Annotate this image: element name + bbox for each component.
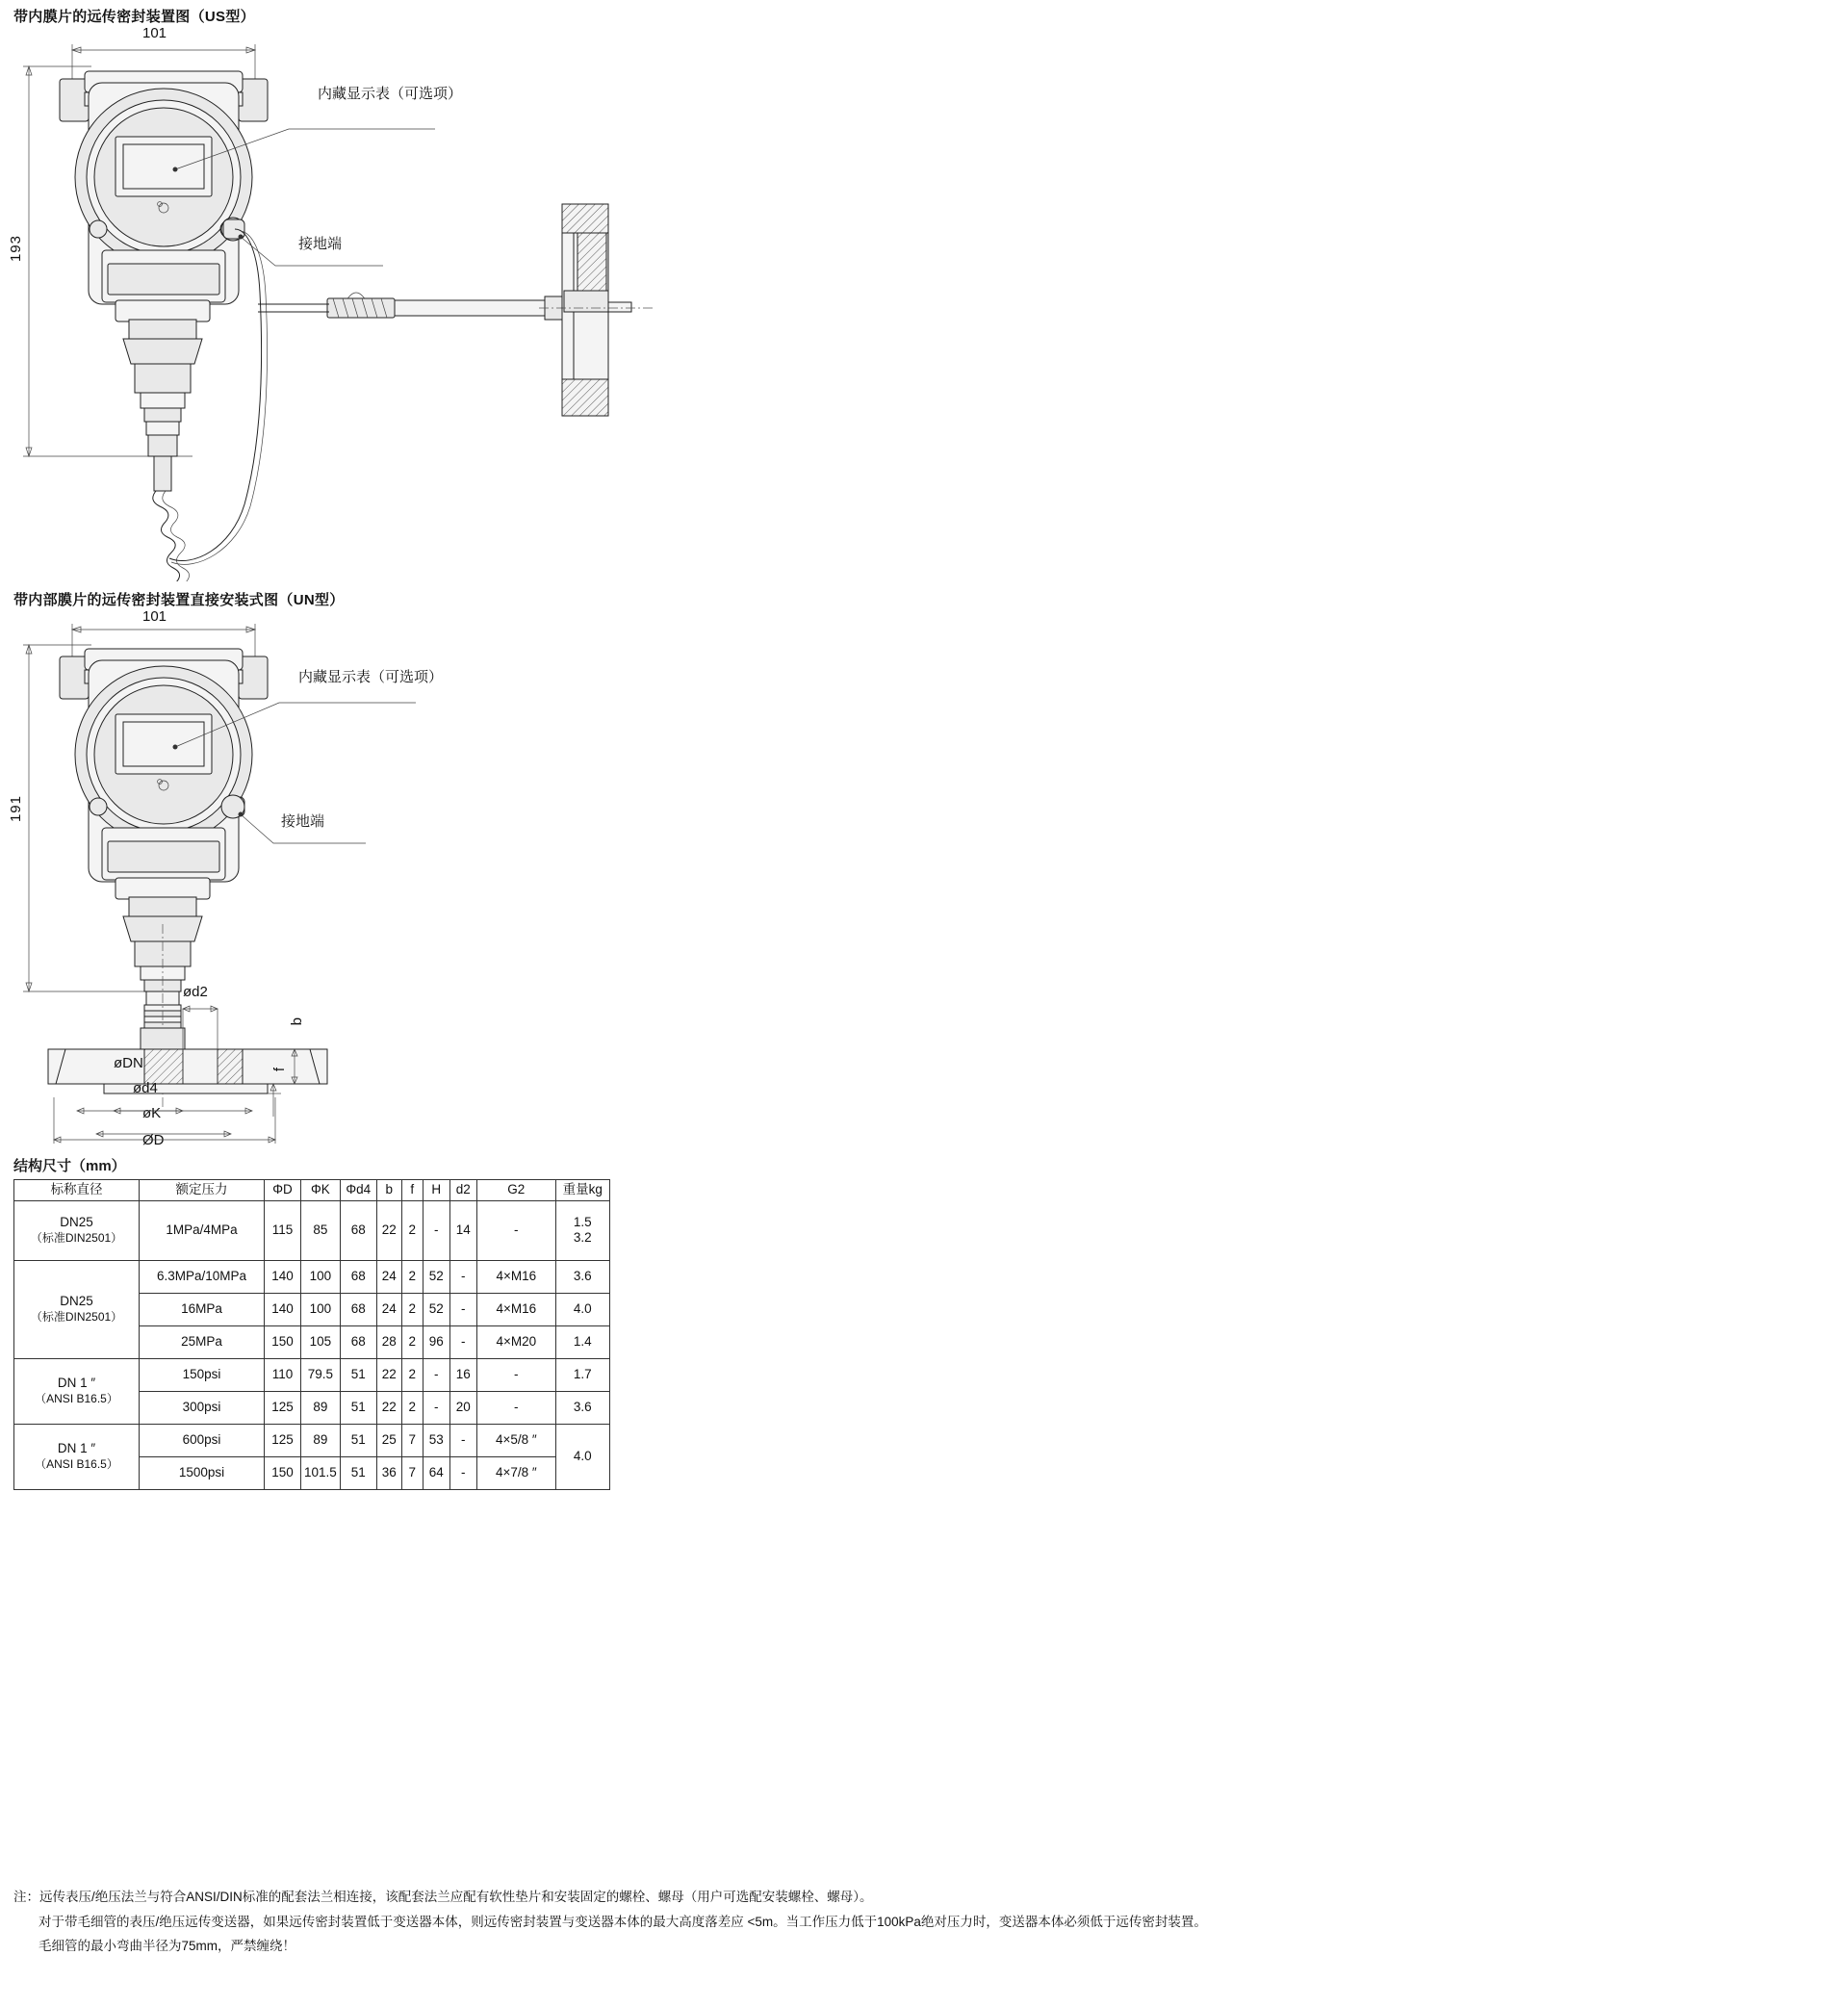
cell-f: 2 bbox=[401, 1358, 423, 1391]
cell-d2: 16 bbox=[449, 1358, 476, 1391]
cell-h: 96 bbox=[423, 1325, 449, 1358]
cell-g2: 4×7/8 ″ bbox=[476, 1456, 555, 1489]
cell-f: 7 bbox=[401, 1456, 423, 1489]
th-g2: G2 bbox=[476, 1180, 555, 1201]
cell-phi-k: 100 bbox=[301, 1293, 341, 1325]
cell-g2: 4×M16 bbox=[476, 1293, 555, 1325]
th-phi-d4: Φd4 bbox=[340, 1180, 376, 1201]
cell-pressure: 6.3MPa/10MPa bbox=[140, 1260, 265, 1293]
cell-phi-d: 110 bbox=[265, 1358, 301, 1391]
cell-f: 2 bbox=[401, 1325, 423, 1358]
cell-b: 22 bbox=[376, 1358, 401, 1391]
cell-phi-k: 79.5 bbox=[301, 1358, 341, 1391]
cell-weight bbox=[555, 1200, 609, 1260]
drawing-us-type bbox=[0, 23, 1299, 581]
cell-h: 52 bbox=[423, 1260, 449, 1293]
cell-f: 7 bbox=[401, 1424, 423, 1456]
cell-d2: 20 bbox=[449, 1391, 476, 1424]
cell-nominal-diameter bbox=[14, 1200, 140, 1260]
dn-main: DN25 bbox=[60, 1215, 93, 1230]
label-od4: ød4 bbox=[133, 1080, 158, 1096]
dim-width-101-us: 101 bbox=[142, 25, 167, 41]
cell-b: 24 bbox=[376, 1260, 401, 1293]
cell-f: 2 bbox=[401, 1200, 423, 1260]
cell-phi-d: 115 bbox=[265, 1200, 301, 1260]
cell-pressure: 150psi bbox=[140, 1358, 265, 1391]
cell-phi-d4: 51 bbox=[340, 1358, 376, 1391]
callout-ground-terminal-us: 接地端 bbox=[298, 236, 343, 252]
cell-phi-d4: 51 bbox=[340, 1391, 376, 1424]
cell-phi-k: 100 bbox=[301, 1260, 341, 1293]
th-f: f bbox=[401, 1180, 423, 1201]
cell-d2: - bbox=[449, 1260, 476, 1293]
th-rated-pressure: 额定压力 bbox=[140, 1180, 265, 1201]
note-1: 注：远传表压/绝压法兰与符合ANSI/DIN标准的配套法兰相连接，该配套法兰应配有软性垫片和安装固定的螺栓、螺母（用户可选配安装螺栓、螺母）。 bbox=[13, 1890, 873, 1904]
label-f: f bbox=[271, 1067, 288, 1072]
cell-weight: 1.4 bbox=[555, 1325, 609, 1358]
cell-h: - bbox=[423, 1200, 449, 1260]
capillary-spiral bbox=[153, 491, 190, 581]
cell-phi-d4: 68 bbox=[340, 1200, 376, 1260]
transmitter-housing-un bbox=[60, 649, 268, 1028]
dn-sub: （标准DIN2501） bbox=[30, 1231, 123, 1246]
cell-d2: - bbox=[449, 1325, 476, 1358]
notes-block bbox=[13, 1885, 1833, 1959]
table-header-row bbox=[14, 1180, 610, 1201]
cell-nominal-diameter bbox=[14, 1424, 140, 1489]
label-b: b bbox=[289, 1016, 305, 1026]
dn-sub: （标准DIN2501） bbox=[30, 1310, 123, 1325]
th-nominal-diameter: 标称直径 bbox=[14, 1180, 140, 1201]
cell-g2: - bbox=[476, 1391, 555, 1424]
th-phi-d: ΦD bbox=[265, 1180, 301, 1201]
dimension-table-block bbox=[13, 1155, 610, 1490]
cell-pressure: 1500psi bbox=[140, 1456, 265, 1489]
label-odn: øDN bbox=[114, 1055, 143, 1071]
cell-g2: - bbox=[476, 1200, 555, 1260]
armor-braid bbox=[327, 293, 395, 318]
cell-b: 25 bbox=[376, 1424, 401, 1456]
cell-phi-k: 89 bbox=[301, 1424, 341, 1456]
cell-pressure: 600psi bbox=[140, 1424, 265, 1456]
table-row bbox=[14, 1424, 610, 1456]
dim-height-193-us: 193 bbox=[8, 235, 24, 263]
cell-f: 2 bbox=[401, 1260, 423, 1293]
cell-h: 64 bbox=[423, 1456, 449, 1489]
th-weight: 重量kg bbox=[555, 1180, 609, 1201]
th-h: H bbox=[423, 1180, 449, 1201]
cell-d2: 14 bbox=[449, 1200, 476, 1260]
cell-g2: 4×M16 bbox=[476, 1260, 555, 1293]
label-od: ØD bbox=[142, 1132, 165, 1148]
cell-h: 53 bbox=[423, 1424, 449, 1456]
cell-phi-d4: 68 bbox=[340, 1260, 376, 1293]
cell-d2: - bbox=[449, 1456, 476, 1489]
callout-display-meter-un: 内藏显示表（可选项） bbox=[298, 669, 444, 685]
cell-phi-k: 89 bbox=[301, 1391, 341, 1424]
cell-nominal-diameter bbox=[14, 1358, 140, 1424]
cell-phi-d4: 68 bbox=[340, 1293, 376, 1325]
cell-weight: 4.0 bbox=[555, 1424, 609, 1489]
th-b: b bbox=[376, 1180, 401, 1201]
cell-phi-k: 85 bbox=[301, 1200, 341, 1260]
note-3: 毛细管的最小弯曲半径为75mm，严禁缠绕！ bbox=[38, 1939, 296, 1954]
dimension-table bbox=[13, 1179, 610, 1490]
section-title-un: 带内部膜片的远传密封装置直接安装式图（UN型） bbox=[13, 592, 345, 608]
cell-phi-d: 140 bbox=[265, 1260, 301, 1293]
cell-h: - bbox=[423, 1358, 449, 1391]
cell-phi-d4: 51 bbox=[340, 1424, 376, 1456]
label-ok: øK bbox=[142, 1105, 162, 1121]
cell-pressure: 25MPa bbox=[140, 1325, 265, 1358]
cell-f: 2 bbox=[401, 1391, 423, 1424]
flange-outer-dims bbox=[0, 1097, 404, 1155]
section-title-us: 带内膜片的远传密封装置图（US型） bbox=[13, 9, 255, 25]
table-row bbox=[14, 1358, 610, 1391]
cell-weight: 1.7 bbox=[555, 1358, 609, 1391]
dn-sub: （ANSI B16.5） bbox=[35, 1392, 118, 1406]
cell-phi-d4: 68 bbox=[340, 1325, 376, 1358]
cell-phi-d: 150 bbox=[265, 1325, 301, 1358]
dn-main: DN25 bbox=[60, 1294, 93, 1309]
cell-phi-d: 125 bbox=[265, 1391, 301, 1424]
cell-b: 22 bbox=[376, 1200, 401, 1260]
callout-display-meter-us: 内藏显示表（可选项） bbox=[318, 86, 463, 102]
cell-g2: 4×M20 bbox=[476, 1325, 555, 1358]
cell-h: - bbox=[423, 1391, 449, 1424]
cell-phi-d: 150 bbox=[265, 1456, 301, 1489]
cell-b: 28 bbox=[376, 1325, 401, 1358]
note-2: 对于带毛细管的表压/绝压远传变送器，如果远传密封装置低于变送器本体，则远传密封装置与变送器本体的最大高度落差应 <5m。当工作压力低于100kPa绝对压力时，变送器本体必须低于远传密封装置。 bbox=[38, 1914, 1207, 1929]
dn-main: DN 1 ″ bbox=[57, 1441, 96, 1456]
th-phi-k: ΦK bbox=[301, 1180, 341, 1201]
cell-d2: - bbox=[449, 1424, 476, 1456]
cell-phi-d: 125 bbox=[265, 1424, 301, 1456]
cell-pressure: 300psi bbox=[140, 1391, 265, 1424]
cell-weight: 4.0 bbox=[555, 1293, 609, 1325]
table-title: 结构尺寸（mm） bbox=[13, 1158, 126, 1174]
cell-nominal-diameter bbox=[14, 1260, 140, 1358]
cell-phi-k: 105 bbox=[301, 1325, 341, 1358]
dn-sub: （ANSI B16.5） bbox=[35, 1457, 118, 1472]
cell-g2: 4×5/8 ″ bbox=[476, 1424, 555, 1456]
th-d2: d2 bbox=[449, 1180, 476, 1201]
cell-b: 22 bbox=[376, 1391, 401, 1424]
cell-d2: - bbox=[449, 1293, 476, 1325]
dn-main: DN 1 ″ bbox=[57, 1376, 96, 1391]
drawing-un-type bbox=[0, 606, 674, 1145]
cell-g2: - bbox=[476, 1358, 555, 1391]
weight-2: 3.2 bbox=[573, 1230, 592, 1246]
table-row bbox=[14, 1200, 610, 1260]
cell-weight: 3.6 bbox=[555, 1391, 609, 1424]
cell-f: 2 bbox=[401, 1293, 423, 1325]
cell-h: 52 bbox=[423, 1293, 449, 1325]
weight-1: 1.5 bbox=[573, 1214, 592, 1229]
dim-width-101-un: 101 bbox=[142, 608, 167, 625]
cell-phi-d: 140 bbox=[265, 1293, 301, 1325]
label-od2: ød2 bbox=[183, 984, 208, 1000]
callout-ground-terminal-un: 接地端 bbox=[281, 813, 325, 830]
table-row bbox=[14, 1260, 610, 1293]
cell-phi-k: 101.5 bbox=[301, 1456, 341, 1489]
cell-b: 24 bbox=[376, 1293, 401, 1325]
cell-pressure: 16MPa bbox=[140, 1293, 265, 1325]
cell-pressure: 1MPa/4MPa bbox=[140, 1200, 265, 1260]
dim-height-191-un: 191 bbox=[8, 795, 24, 823]
cell-weight: 3.6 bbox=[555, 1260, 609, 1293]
cell-b: 36 bbox=[376, 1456, 401, 1489]
cell-phi-d4: 51 bbox=[340, 1456, 376, 1489]
